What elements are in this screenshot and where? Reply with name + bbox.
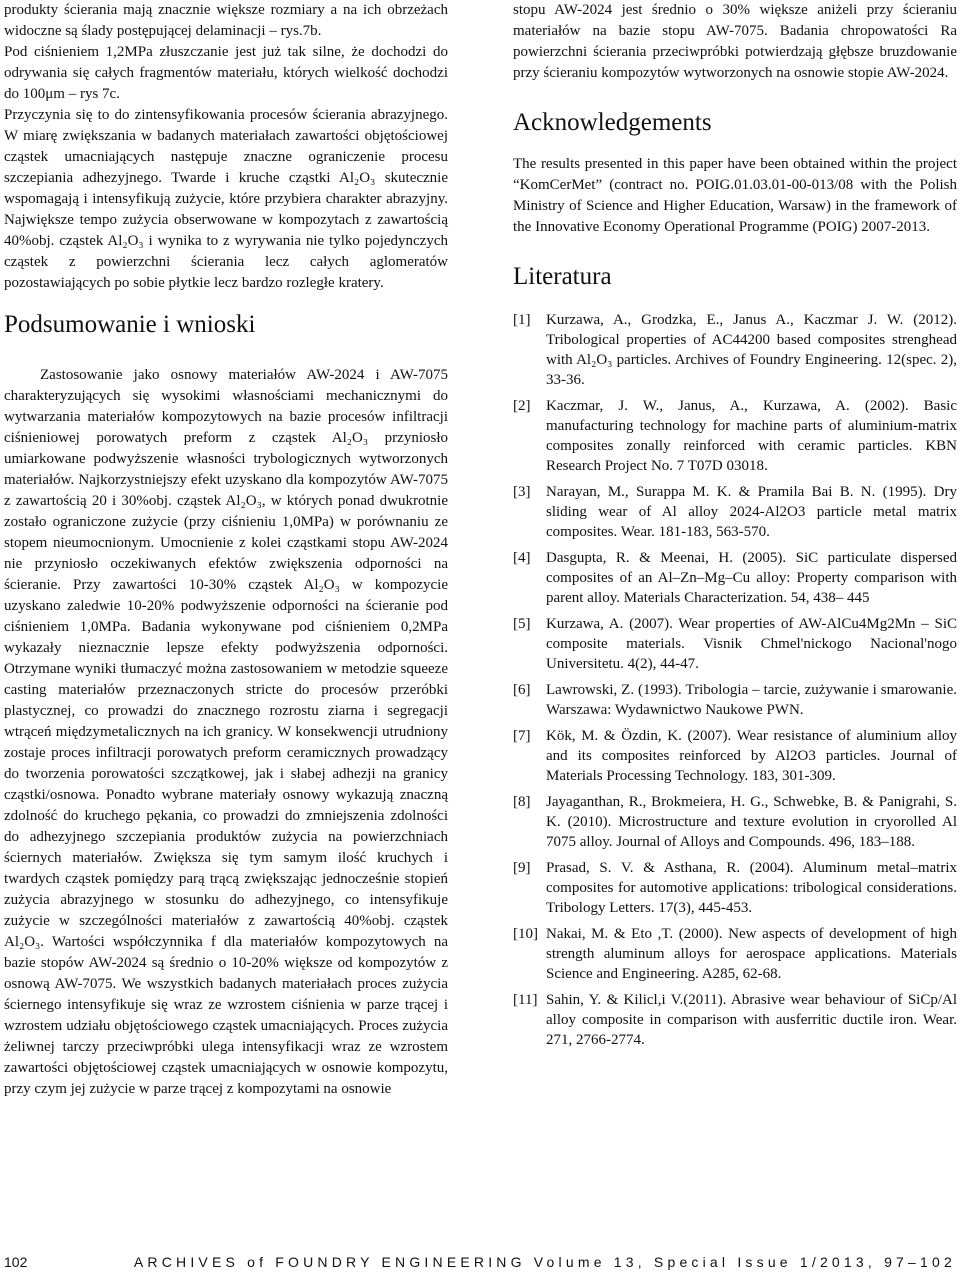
reference-text: Jayaganthan, R., Brokmeiera, H. G., Schwebke, B. & Panigrahi, S. K. (2010). Microstructure and texture evolution in cryorolled Al 7075 alloy. Journal of Alloys and Compounds. 496, 183–188. [546, 794, 957, 850]
page-number: 102 [4, 1254, 28, 1270]
reference-text: Prasad, S. V. & Asthana, R. (2004). Aluminum metal–matrix composites for automotive applications: tribological considerations. Tribology Letters. 17(3), 445-453. [546, 860, 957, 916]
reference-number: [9] [513, 860, 531, 876]
reference-item [513, 680, 957, 720]
reference-text: Kurzawa, A., Grodzka, E., Janus A., Kaczmar J. W. (2012). Tribological properties of AC44200 based composites strenghead with Al₂O₃ particles. Archives of Foundry Engineering. 12(spec. 2), 33-36. [546, 312, 957, 388]
reference-item [513, 614, 957, 674]
reference-item [513, 792, 957, 852]
right-column [513, 0, 957, 1056]
reference-number: [4] [513, 550, 531, 566]
paragraph-results-end: produkty ścierania mają znacznie większe rozmiary a na ich obrzeżach widoczne są ślady postępującej delaminacji – rys.7b. [4, 2, 448, 39]
reference-text: Narayan, M., Surappa M. K. & Pramila Bai B. N. (1995). Dry sliding wear of Al alloy 2024-Al2O3 particle metal matrix composites. Wear. 181-183, 563-570. [546, 484, 957, 540]
reference-list [513, 310, 957, 1050]
reference-text: Sahin, Y. & Kilicl,i V.(2011). Abrasive wear behaviour of SiCp/Al alloy composite in comparison with ausferritic ductile iron. Wear. 271, 2766-2774. [546, 992, 957, 1048]
reference-item [513, 726, 957, 786]
reference-number: [6] [513, 682, 531, 698]
reference-item [513, 990, 957, 1050]
reference-number: [10] [513, 926, 538, 942]
reference-number: [1] [513, 312, 531, 328]
reference-number: [8] [513, 794, 531, 810]
reference-item [513, 310, 957, 390]
paragraph-abrasive: Przyczynia się to do zintensyfikowania procesów ścierania abrazyjnego. W miarę zwiększania w badanych materiałach zawartości objętościowej cząstek umacniających następuje znaczne ograniczenie procesu szczepiania adhezyjnego. Twarde i kruche cząstki Al₂O₃ skutecznie wspomagają i intensyfikują zużycie, które przybiera charakter abrazyjny. Największe tempo zużycia obserwowane w kompozytach z zawartością 40%obj. cząstek Al₂O₃ i wynika to z wyrywania nie tylko pojedynczych cząstek z powierzchni ścierania lecz całych aglomeratów pozostawiających po sobie płytkie lecz bardzo rozległe kratery. [4, 107, 448, 291]
reference-text: Nakai, M. & Eto ,T. (2000). New aspects of development of high strength aluminum alloys for aerospace applications. Materials Science and Engineering. A285, 62-68. [546, 926, 957, 982]
acknowledgements-heading: Acknowledgements [513, 109, 712, 136]
acknowledgements-paragraph: The results presented in this paper have been obtained within the project “KomCerMet” (contract no. POIG.01.03.01-00-013/08 with the Polish Ministry of Science and Higher Education, Warsaw) in the framework of the Innovative Economy Operational Programme (POIG) 2007-2013. [513, 156, 957, 235]
conclusions-paragraph: Zastosowanie jako osnowy materiałów AW-2024 i AW-7075 charakteryzujących się wysokimi własnościami mechanicznymi do wytwarzania materiałów kompozytowych na bazie procesów infiltracji ciśnieniowej porowatych preform z cząstek Al₂O₃ przyniosło umiarkowane podwyższenie własności trybologicznych wytworzonych materiałów. Najkorzystniejszy efekt uzyskano dla kompozytów AW-7075 z zawartością 20 i 30%obj. cząstek Al₂O₃, w których ponad dwukrotnie zostało ograniczone zużycie (przy ciśnieniu 1,0MPa) w porównaniu ze stopem nieumocnionym. Umocnienie z kolei cząstkami stopu AW-2024 nie przyniosło oczekiwanych efektów zwiększenia odporności na ścieranie. Przy zawartości 10-30% cząstek Al₂O₃ w kompozycie uzyskano zaledwie 10-20% podwyższenie odporności na ścieranie pod ciśnieniem 1,0MPa. Badania wykonywane pod ciśnieniem 0,2MPa wykazały nieznacznie lepsze efekty podwyższenia odporności. Otrzymane wyniki tłumaczyć można zastosowaniem w metodzie squeeze casting materiałów przeznaczonych stricte do procesów przeróbki plastycznej, co prowadzi do znacznego rozrostu ziarna i segregacji wtrąceń międzymetalicznych na ich granicy. W konsekwencji utrudniony zostaje proces infiltracji porowatych preform ceramicznych prowadzący do tworzenia porowatości szczątkowej, jak i słabej adhezji na granicy cząstki/osnowa. Ponadto wybrane materiały osnowy wykazują znaczną zdolność do kruchego pękania, co prowadzi do zmniejszenia zdolności do adhezyjnego szczepiania produktów zużycia na powierzchniach ściernych materiałów. Zwiększa się tym samym ilość kruchych i twardych cząstek pomiędzy parą trącą zwiększając jednocześnie stopień zużycia abrazyjnego w stosunku do adhezyjnego, co intensyfikuje zużycie w szczególności materiałów z zawartością 40%obj. cząstek Al₂O₃. Wartości współczynnika f dla materiałów kompozytowych na bazie stopów AW-2024 są średnio o 10-20% większe od kompozytów z osnową AW-7075. We wszystkich badanych materiałach proces zużycia ściernego intensyfikuje się wraz ze wzrostem ciśnienia w parze trącej i wzrostem udziału objętościowego cząstek umacniających. Proces zużycia żeliwnej tarczy przeciwpróbki ulega intensyfikacji wraz ze wzrostem zawartości objętościowej cząstek umacniających w osnowie kompozytu, przy czym jej zużycie w parze trącej z kompozytami na osnowie [4, 367, 448, 1097]
paragraph-pressure: Pod ciśnieniem 1,2MPa złuszczanie jest już tak silne, że dochodzi do odrywania się całych fragmentów materiału, których wielkość dochodzi do 100μm – rys 7c. [4, 44, 448, 102]
paragraph-continued: stopu AW-2024 jest średnio o 30% większe aniżeli przy ścieraniu materiałów na bazie stopu AW-7075. Badania chropowatości Ra powierzchni ścierania przeciwpróbki potwierdzają głębsze bruzdowanie przy ścieraniu kompozytów wytworzonych na osnowie stopie AW-2024. [513, 2, 957, 81]
reference-number: [7] [513, 728, 531, 744]
reference-item [513, 396, 957, 476]
reference-number: [3] [513, 484, 531, 500]
reference-number: [2] [513, 398, 531, 414]
reference-item [513, 924, 957, 984]
reference-text: Dasgupta, R. & Meenai, H. (2005). SiC particulate dispersed composites of an Al–Zn–Mg–Cu alloy: Property comparison with parent alloy. Materials Characterization. 54, 438– 445 [546, 550, 957, 606]
reference-number: [11] [513, 992, 538, 1008]
reference-item [513, 858, 957, 918]
reference-item [513, 548, 957, 608]
reference-text: Kurzawa, A. (2007). Wear properties of AW-AlCu4Mg2Mn – SiC composite materials. Visnik Chmel'nickogo Nacional'nogo Universitetu. 4(2), 44-47. [546, 616, 957, 672]
left-column [4, 0, 448, 1100]
conclusions-heading: Podsumowanie i wnioski [4, 311, 256, 338]
reference-text: Lawrowski, Z. (1993). Tribologia – tarcie, zużywanie i smarowanie. Warszawa: Wydawnictwo Naukowe PWN. [546, 682, 957, 718]
references-heading: Literatura [513, 263, 612, 290]
reference-number: [5] [513, 616, 531, 632]
reference-text: Kaczmar, J. W., Janus, A., Kurzawa, A. (2002). Basic manufacturing technology for machine parts of aluminium-matrix composites zonally reinforced with ceramic particles. KBN Research Project No. 7 T07D 03018. [546, 398, 957, 474]
reference-text: Kök, M. & Özdin, K. (2007). Wear resistance of aluminium alloy and its composites reinforced by Al2O3 particles. Journal of Materials Processing Technology. 183, 301-309. [546, 728, 957, 784]
reference-item [513, 482, 957, 542]
journal-info: ARCHIVES of FOUNDRY ENGINEERING Volume 13, Special Issue 1/2013, 97–102 [133, 1254, 956, 1270]
